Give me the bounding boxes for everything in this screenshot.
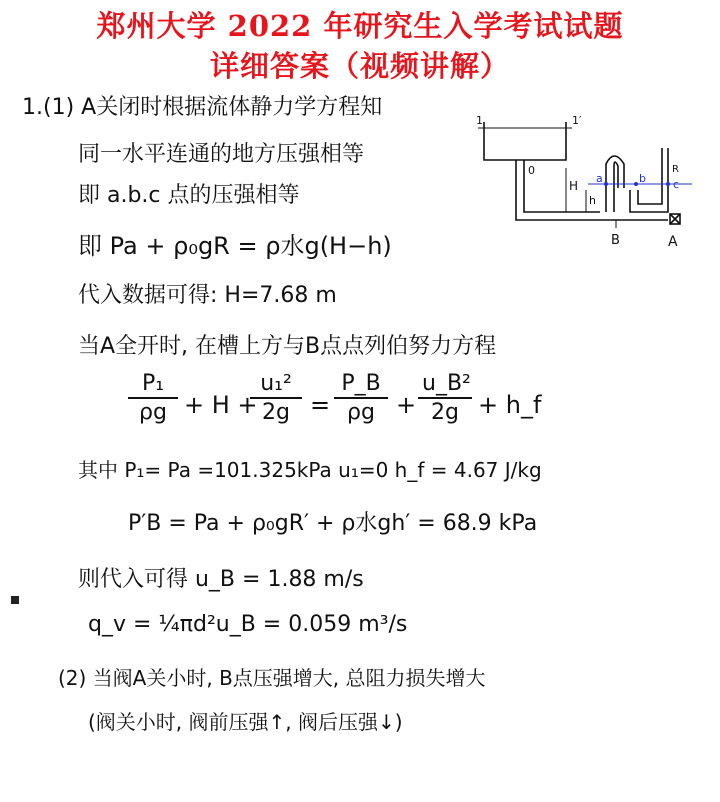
fraction-numerator: P₁ [141, 371, 165, 396]
bernoulli-term [334, 371, 388, 425]
label-1prime: 1′ [572, 114, 582, 127]
solution-line: 代入数据可得: H=7.68 m [78, 283, 337, 308]
label-1: 1 [476, 114, 483, 127]
solution-line: 即 a.b.c 点的压强相等 [78, 183, 300, 208]
solution-line: P′B = Pa + ρ₀gR′ + ρ水gh′ = 68.9 kPa [128, 511, 538, 536]
operator: + [396, 391, 417, 419]
label-0: 0 [528, 164, 535, 177]
label-h: h [589, 194, 596, 207]
list-bullet [11, 596, 19, 604]
operator: + H + [184, 391, 258, 419]
fraction-bar [250, 397, 302, 399]
solution-line: 1.(1) A关闭时根据流体静力学方程知 [22, 95, 383, 120]
label-b: b [639, 172, 646, 185]
apparatus-diagram [468, 108, 708, 268]
point-b-level [634, 182, 638, 186]
fraction-bar [334, 397, 388, 399]
bernoulli-term [418, 371, 472, 425]
solution-line: 同一水平连通的地方压强相等 [78, 142, 365, 167]
solution-line: 则代入可得 u_B = 1.88 m/s [78, 567, 364, 592]
fraction-numerator: u₁² [260, 371, 292, 396]
fraction-denominator: ρg [139, 400, 167, 425]
label-B: B [611, 233, 620, 248]
operator: + h_f [478, 391, 542, 419]
solution-line: (2) 当阀A关小时, B点压强增大, 总阻力损失增大 [58, 666, 486, 690]
label-c: c [673, 178, 680, 191]
fraction-denominator: 2g [431, 400, 459, 425]
fraction-numerator: P_B [341, 371, 381, 396]
page-title: 郑州大学 2022 年研究生入学考试试题 [96, 9, 624, 43]
point-a [604, 182, 608, 186]
fraction-denominator: ρg [347, 400, 375, 425]
label-A: A [668, 234, 678, 250]
fraction-numerator: u_B² [422, 371, 471, 396]
solution-line: q_v = ¼πd²u_B = 0.059 m³/s [88, 612, 408, 637]
fraction-bar [418, 397, 472, 399]
pipe-upper-wall [516, 160, 668, 220]
solution-line: 当A全开时, 在槽上方与B点点列伯努力方程 [78, 334, 497, 359]
label-a: a [596, 172, 603, 185]
solution-line: 其中 P₁= Pa =101.325kPa u₁=0 h_f = 4.67 J/kg [78, 458, 542, 482]
label-H: H [569, 179, 579, 193]
solution-line: 即 Pa + ρ₀gR = ρ水g(H−h) [78, 232, 392, 260]
page-subtitle: 详细答案（视频讲解） [209, 49, 510, 83]
fraction-denominator: 2g [262, 400, 290, 425]
operator: = [310, 391, 331, 419]
manometer-inner-tube [614, 162, 618, 212]
point-c [666, 182, 670, 186]
solution-line: (阀关小时, 阀前压强↑, 阀后压强↓) [88, 710, 403, 734]
label-R: R [672, 164, 679, 175]
bernoulli-term [250, 371, 302, 425]
bernoulli-term [128, 371, 178, 425]
fraction-bar [128, 397, 178, 399]
